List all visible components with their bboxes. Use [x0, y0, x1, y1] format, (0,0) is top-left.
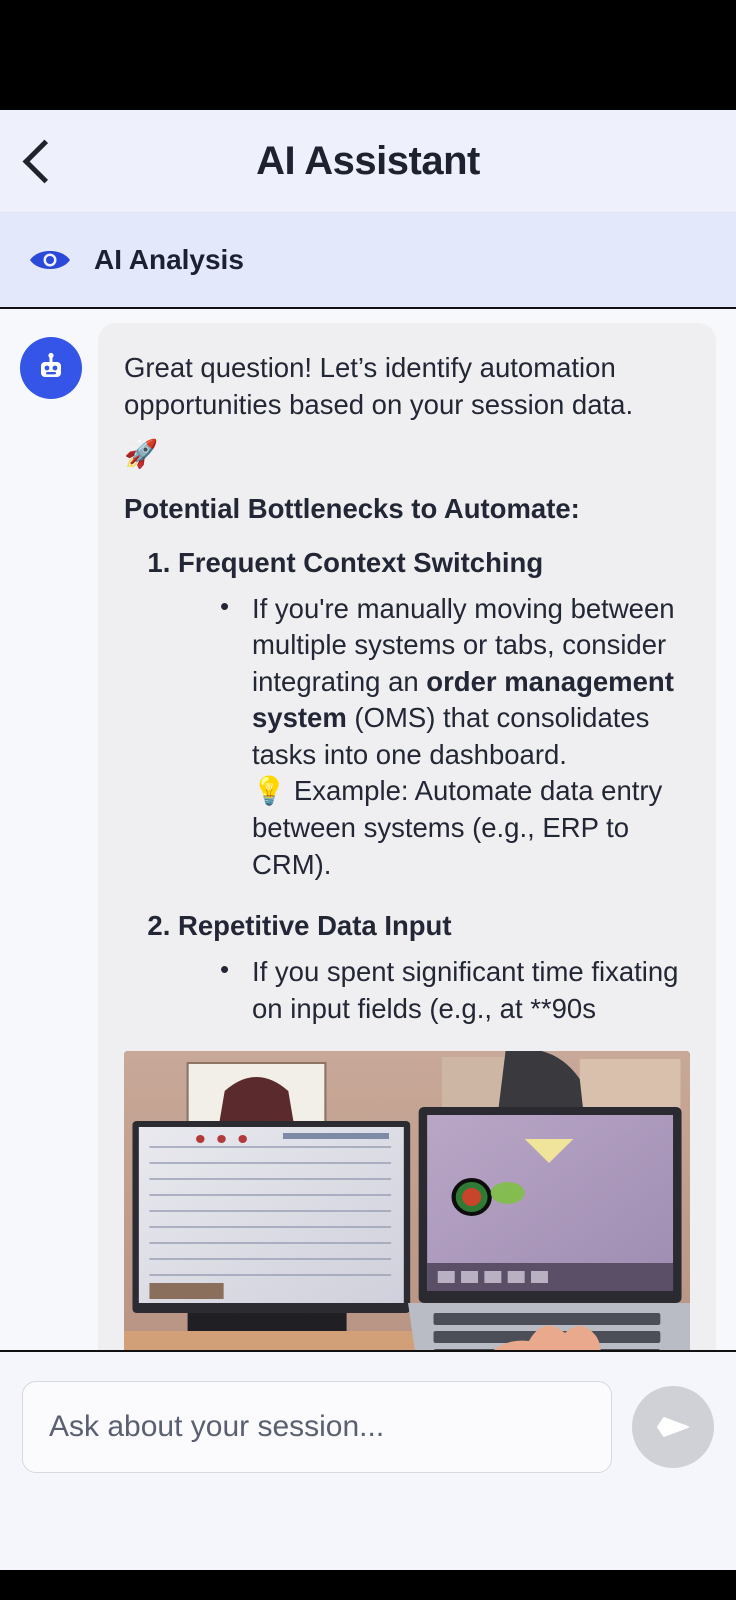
page-title: AI Assistant [256, 138, 480, 183]
assistant-message [0, 309, 736, 1352]
message-intro: Great question! Let’s identify automation opportunities based on your session data. [124, 352, 634, 421]
send-icon [652, 1406, 694, 1448]
back-button[interactable] [0, 110, 80, 212]
detail-text-bold: order management system [252, 665, 674, 734]
app-header [0, 110, 736, 213]
list-item [178, 907, 690, 1027]
bottom-safe-area [0, 1502, 736, 1570]
detail-bullet [220, 954, 690, 1027]
detail-bullet [220, 591, 690, 884]
tab-ai-analysis[interactable] [0, 213, 736, 309]
message-composer [0, 1352, 736, 1502]
chat-input[interactable] [22, 1381, 612, 1473]
message-intro-emoji: 🚀 [124, 438, 159, 470]
detail-text-part1: If you spent significant time fixating on input fields (e.g., at **90s [252, 956, 679, 1024]
lightbulb-icon: 💡 [252, 775, 287, 807]
message-section-heading: Potential Bottlenecks to Automate: [124, 493, 580, 525]
app-container [0, 110, 736, 1570]
home-indicator-bar [0, 1570, 736, 1600]
detail-text-part2: (OMS) that consolidates tasks into one dashboard. [252, 702, 650, 770]
bottleneck-title: Frequent Context Switching [178, 546, 544, 578]
message-bubble [98, 323, 716, 1352]
chat-input-wrapper [22, 1381, 612, 1473]
avatar [20, 337, 82, 399]
chat-scroll-area[interactable] [0, 309, 736, 1352]
chevron-left-icon [22, 139, 66, 183]
detail-text-part1: If you're manually moving between multiple systems or tabs, consider integrating an [252, 592, 675, 697]
eye-icon [28, 238, 72, 282]
robot-icon [34, 351, 68, 385]
bottleneck-details [178, 954, 690, 1027]
bottleneck-details [178, 591, 690, 884]
status-bar [0, 0, 736, 110]
bottleneck-title: Repetitive Data Input [178, 910, 452, 942]
list-item [178, 544, 690, 884]
bottleneck-list [124, 544, 690, 1028]
send-button[interactable] [632, 1386, 714, 1468]
tab-label: AI Analysis [94, 244, 244, 275]
session-screenshot-thumbnail[interactable] [124, 1051, 690, 1352]
detail-example-text: Example: Automate data entry between systems (e.g., ERP to CRM). [252, 775, 663, 880]
